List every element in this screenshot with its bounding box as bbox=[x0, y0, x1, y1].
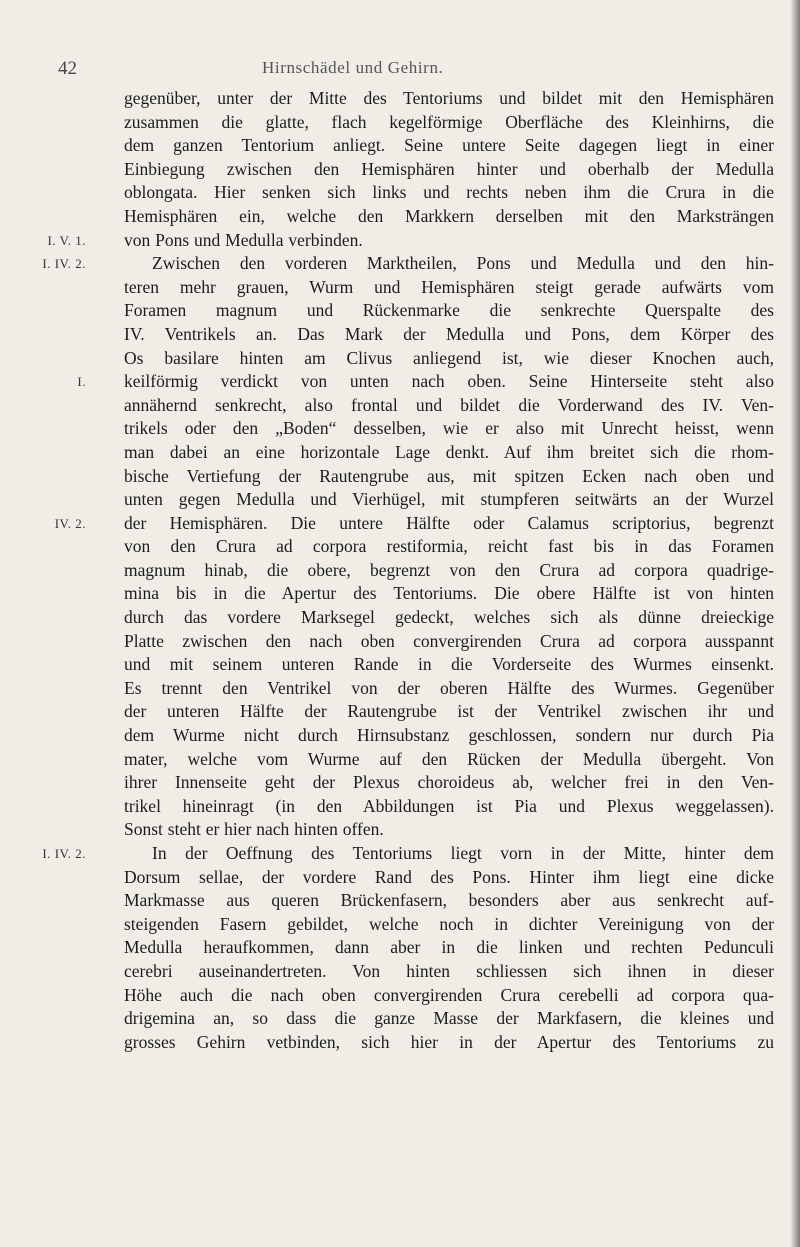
line-text: mina bis in die Apertur des Tentoriums. Die obere Hälfte ist von hinten bbox=[124, 583, 774, 604]
line-text: Es trennt den Ventrikel von der oberen Hälfte des Wurmes. Gegenüber bbox=[124, 677, 774, 698]
text-line bbox=[0, 866, 800, 890]
text-line bbox=[0, 677, 800, 701]
line-text: cerebri auseinandertreten. Von hinten schliessen sich ihnen in dieser bbox=[124, 960, 774, 981]
line-text: dem ganzen Tentorium anliegt. Seine untere Seite dagegen liegt in einer bbox=[124, 135, 774, 156]
line-text: Dorsum sellae, der vordere Rand des Pons. Hinter ihm liegt eine dicke bbox=[124, 866, 774, 887]
text-line bbox=[0, 370, 800, 394]
line-text: trikel hineinragt (in den Abbildungen ist Pia und Plexus weggelassen). bbox=[124, 795, 774, 816]
text-line bbox=[0, 582, 800, 606]
line-text: magnum hinab, die obere, begrenzt von den Crura ad corpora quadrige- bbox=[124, 559, 774, 580]
running-head bbox=[0, 58, 800, 84]
line-text: trikels oder den „Boden“ desselben, wie er also mit Unrecht heisst, wenn bbox=[124, 418, 774, 439]
margin-reference: I. V. 1. bbox=[47, 232, 86, 248]
text-line bbox=[0, 347, 800, 371]
text-line bbox=[0, 795, 800, 819]
text-line bbox=[0, 818, 800, 842]
line-text: Zwischen den vorderen Marktheilen, Pons und Medulla und den hin- bbox=[152, 253, 774, 274]
text-line bbox=[0, 229, 800, 253]
text-line bbox=[0, 984, 800, 1008]
line-text: Foramen magnum und Rückenmarke die senkrechte Querspalte des bbox=[124, 300, 774, 321]
line-text: Hemisphären ein, welche den Markkern derselben mit den Marksträngen bbox=[124, 205, 774, 226]
line-text: teren mehr grauen, Wurm und Hemisphären steigt gerade aufwärts vom bbox=[124, 276, 774, 297]
line-text: Höhe auch die nach oben convergirenden Crura cerebelli ad corpora qua- bbox=[124, 984, 774, 1005]
text-line bbox=[0, 535, 800, 559]
text-line bbox=[0, 111, 800, 135]
line-text: Markmasse aus queren Brückenfasern, besonders aber aus senkrecht auf- bbox=[124, 890, 774, 911]
line-text: unten gegen Medulla und Vierhügel, mit stumpferen seitwärts an der Wurzel bbox=[124, 489, 774, 510]
text-line bbox=[0, 700, 800, 724]
line-text: bische Vertiefung der Rautengrube aus, mit spitzen Ecken nach oben und bbox=[124, 465, 774, 486]
line-text: der Hemisphären. Die untere Hälfte oder Calamus scriptorius, begrenzt bbox=[124, 512, 774, 533]
text-line bbox=[0, 441, 800, 465]
line-text: Sonst steht er hier nach hinten offen. bbox=[124, 819, 384, 840]
text-line bbox=[0, 653, 800, 677]
line-text: mater, welche vom Wurme auf den Rücken der Medulla übergeht. Von bbox=[124, 748, 774, 769]
text-line bbox=[0, 205, 800, 229]
text-line bbox=[0, 465, 800, 489]
line-text: In der Oeffnung des Tentoriums liegt vorn in der Mitte, hinter dem bbox=[152, 843, 774, 863]
line-text: Medulla heraufkommen, dann aber in die linken und rechten Pedunculi bbox=[124, 937, 774, 958]
body-text bbox=[0, 87, 800, 1054]
page-number: 42 bbox=[58, 58, 77, 79]
text-line bbox=[0, 771, 800, 795]
line-text: von Pons und Medulla verbinden. bbox=[124, 229, 363, 250]
line-text: grosses Gehirn vetbinden, sich hier in der Apertur des Tentoriums zu bbox=[124, 1031, 774, 1052]
text-line bbox=[0, 842, 800, 866]
text-line bbox=[0, 87, 800, 111]
margin-reference: I. IV. 2. bbox=[42, 846, 86, 861]
line-text: Os basilare hinten am Clivus anliegend ist, wie dieser Knochen auch, bbox=[124, 347, 774, 368]
text-line bbox=[0, 606, 800, 630]
text-line bbox=[0, 936, 800, 960]
text-line bbox=[0, 724, 800, 748]
text-line bbox=[0, 748, 800, 772]
text-line bbox=[0, 488, 800, 512]
text-line bbox=[0, 512, 800, 536]
line-text: steigenden Fasern gebildet, welche noch in dichter Vereinigung von der bbox=[124, 913, 774, 934]
text-line bbox=[0, 394, 800, 418]
line-text: gegenüber, unter der Mitte des Tentoriums und bildet mit den Hemisphären bbox=[124, 88, 774, 108]
line-text: oblongata. Hier senken sich links und rechts neben ihm die Crura in die bbox=[124, 182, 774, 203]
text-line bbox=[0, 276, 800, 300]
text-line bbox=[0, 252, 800, 276]
text-line bbox=[0, 1007, 800, 1031]
text-line bbox=[0, 417, 800, 441]
line-text: Platte zwischen den nach oben convergirenden Crura ad corpora ausspannt bbox=[124, 630, 774, 651]
line-text: annähernd senkrecht, also frontal und bildet die Vorderwand des IV. Ven- bbox=[124, 394, 774, 415]
margin-reference: IV. 2. bbox=[54, 515, 86, 531]
text-line bbox=[0, 181, 800, 205]
line-text: durch das vordere Marksegel gedeckt, welches sich als dünne dreieckige bbox=[124, 607, 774, 628]
text-line bbox=[0, 323, 800, 347]
text-line bbox=[0, 1031, 800, 1055]
line-text: keilförmig verdickt von unten nach oben. Seine Hinterseite steht also bbox=[124, 371, 774, 392]
margin-reference: I. IV. 2. bbox=[42, 256, 86, 272]
text-line bbox=[0, 299, 800, 323]
text-line bbox=[0, 960, 800, 984]
text-line bbox=[0, 158, 800, 182]
margin-reference: I. bbox=[77, 374, 86, 390]
line-text: zusammen die glatte, flach kegelförmige Oberfläche des Kleinhirns, die bbox=[124, 111, 774, 132]
line-text: und mit seinem unteren Rande in die Vorderseite des Wurmes einsenkt. bbox=[124, 654, 774, 675]
line-text: Einbiegung zwischen den Hemisphären hinter und oberhalb der Medulla bbox=[124, 158, 774, 179]
text-line bbox=[0, 559, 800, 583]
text-line bbox=[0, 630, 800, 654]
text-line bbox=[0, 889, 800, 913]
line-text: ihrer Innenseite geht der Plexus choroideus ab, welcher frei in den Ven- bbox=[124, 772, 774, 793]
line-text: dem Wurme nicht durch Hirnsubstanz geschlossen, sondern nur durch Pia bbox=[124, 725, 774, 746]
line-text: drigemina an, so dass die ganze Masse der Markfasern, die kleines und bbox=[124, 1008, 774, 1029]
running-title: Hirnschädel und Gehirn. bbox=[262, 58, 444, 77]
text-line bbox=[0, 134, 800, 158]
text-line bbox=[0, 913, 800, 937]
line-text: von den Crura ad corpora restiformia, reicht fast bis in das Foramen bbox=[124, 536, 774, 557]
line-text: IV. Ventrikels an. Das Mark der Medulla und Pons, dem Körper des bbox=[124, 323, 774, 344]
line-text: der unteren Hälfte der Rautengrube ist der Ventrikel zwischen ihr und bbox=[124, 701, 774, 722]
line-text: man dabei an eine horizontale Lage denkt. Auf ihm breitet sich die rhom- bbox=[124, 441, 774, 462]
